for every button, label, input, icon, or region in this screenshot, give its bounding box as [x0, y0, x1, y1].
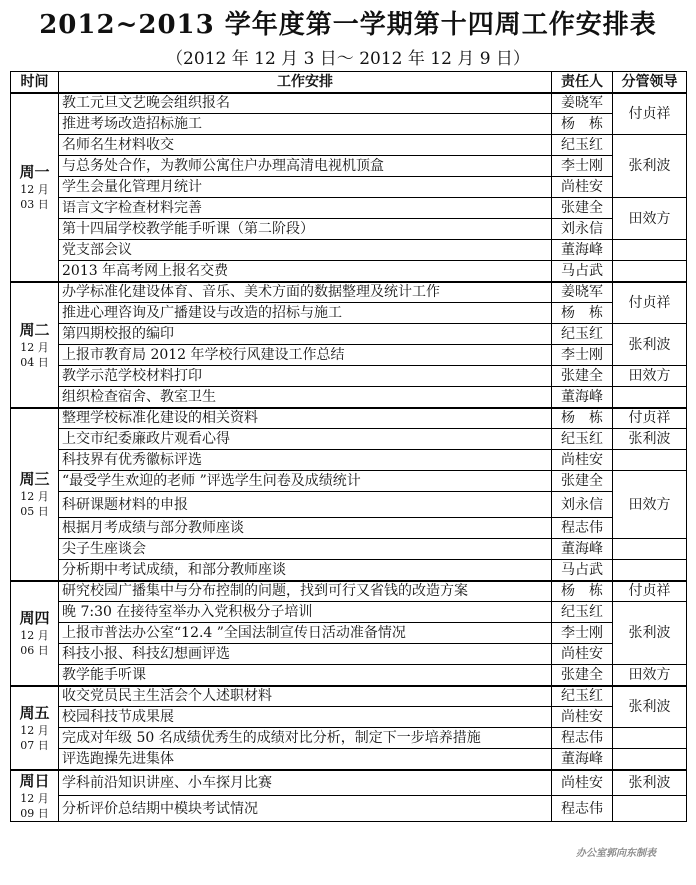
- leader-cell: [613, 728, 687, 749]
- table-row: [11, 492, 687, 518]
- task-cell: 教学能手听课: [59, 665, 552, 686]
- task-cell: 评选跑操先进集体: [59, 749, 552, 770]
- responsible-cell: 尚桂安: [552, 770, 613, 796]
- leader-cell: [613, 796, 687, 822]
- table-header-row: [11, 72, 687, 93]
- leader-cell: [613, 450, 687, 471]
- day-name: 周五: [19, 703, 50, 722]
- day-cell: [11, 282, 59, 408]
- header-responsible: 责任人: [552, 72, 613, 93]
- table-row: [11, 93, 687, 114]
- table-row: [11, 471, 687, 492]
- task-cell: 尖子生座谈会: [59, 539, 552, 560]
- table-row: [11, 198, 687, 219]
- responsible-cell: 李士刚: [552, 345, 613, 366]
- task-cell: 科技界有优秀徽标评选: [59, 450, 552, 471]
- table-row: [11, 665, 687, 686]
- table-row: [11, 450, 687, 471]
- table-row: [11, 518, 687, 539]
- day-cell: [11, 581, 59, 686]
- task-cell: 第四期校报的编印: [59, 324, 552, 345]
- day-name: 周三: [19, 470, 50, 488]
- responsible-cell: 程志伟: [552, 518, 613, 539]
- task-cell: 整理学校标准化建设的相关资料: [59, 408, 552, 429]
- date-range-subtitle: （2012 年 12 月 3 日～ 2012 年 12 月 9 日）: [166, 49, 530, 69]
- responsible-cell: 姜晓军: [552, 282, 613, 303]
- work-schedule-table: [10, 71, 687, 822]
- task-cell: 上报市普法办公室“12.4 ”全国法制宣传日活动准备情况: [59, 623, 552, 644]
- task-cell: “最受学生欢迎的老师 ”评选学生问卷及成绩统计: [59, 471, 552, 492]
- day-cell: [11, 686, 59, 770]
- table-row: [11, 796, 687, 822]
- task-cell: 教工元旦文艺晚会组织报名: [59, 93, 552, 114]
- table-row: [11, 282, 687, 303]
- header-time: 时间: [11, 72, 59, 93]
- task-cell: 推进心理咨询及广播建设与改造的招标与施工: [59, 303, 552, 324]
- table-row: [11, 240, 687, 261]
- task-cell: 晚 7:30 在接待室举办入党积极分子培训: [59, 602, 552, 623]
- task-cell: 党支部会议: [59, 240, 552, 261]
- schedule-body: [11, 93, 687, 822]
- task-cell: 上交市纪委廉政片观看心得: [59, 429, 552, 450]
- task-cell: 科研课题材料的申报: [59, 492, 552, 518]
- day-name: 周二: [19, 320, 50, 339]
- task-cell: 学生会量化管理月统计: [59, 177, 552, 198]
- day-name: 周日: [19, 771, 50, 790]
- responsible-cell: 张建全: [552, 198, 613, 219]
- table-row: [11, 114, 687, 135]
- day-date: 07 日: [20, 738, 49, 752]
- leader-cell: [613, 387, 687, 408]
- table-row: [11, 156, 687, 177]
- table-row: [11, 219, 687, 240]
- day-date: 03 日: [20, 198, 49, 211]
- day-month: 12 月: [20, 629, 49, 642]
- table-row: [11, 429, 687, 450]
- leader-cell: 张利波: [613, 429, 687, 450]
- responsible-cell: 刘永信: [552, 492, 613, 518]
- header-leader: 分管领导: [613, 72, 687, 93]
- responsible-cell: 刘永信: [552, 219, 613, 240]
- day-month: 12 月: [20, 183, 49, 196]
- responsible-cell: 纪玉红: [552, 686, 613, 707]
- table-row: [11, 177, 687, 198]
- responsible-cell: 董海峰: [552, 387, 613, 408]
- table-row: [11, 303, 687, 324]
- leader-cell: 付贞祥: [613, 581, 687, 602]
- responsible-cell: 姜晓军: [552, 93, 613, 114]
- table-row: [11, 324, 687, 345]
- day-month: 12 月: [20, 340, 49, 354]
- table-row: [11, 135, 687, 156]
- responsible-cell: 杨 栋: [552, 114, 613, 135]
- leader-cell: 张利波: [613, 770, 687, 796]
- responsible-cell: 程志伟: [552, 796, 613, 822]
- day-month: 12 月: [20, 490, 49, 503]
- leader-cell: 付贞祥: [613, 282, 687, 324]
- task-cell: 完成对年级 50 名成绩优秀生的成绩对比分析，制定下一步培养措施: [59, 728, 552, 749]
- task-cell: 分析评价总结期中模块考试情况: [59, 796, 552, 822]
- task-cell: 分析期中考试成绩，和部分教师座谈: [59, 560, 552, 581]
- task-cell: 第十四届学校教学能手听课（第二阶段）: [59, 219, 552, 240]
- responsible-cell: 杨 栋: [552, 408, 613, 429]
- leader-cell: 张利波: [613, 602, 687, 665]
- task-cell: 名师名生材料收交: [59, 135, 552, 156]
- task-cell: 教学示范学校材料打印: [59, 366, 552, 387]
- leader-cell: [613, 240, 687, 261]
- task-cell: 2013 年高考网上报名交费: [59, 261, 552, 282]
- footer-credit: 办公室郭向东制表: [576, 848, 656, 859]
- table-row: [11, 686, 687, 707]
- table-row: [11, 366, 687, 387]
- leader-cell: 付贞祥: [613, 408, 687, 429]
- task-cell: 收交党员民主生活会个人述职材料: [59, 686, 552, 707]
- table-row: [11, 387, 687, 408]
- table-row: [11, 644, 687, 665]
- task-cell: 与总务处合作，为教师公寓住户办理高清电视机顶盒: [59, 156, 552, 177]
- task-cell: 学科前沿知识讲座、小车探月比赛: [59, 770, 552, 796]
- task-cell: 推进考场改造招标施工: [59, 114, 552, 135]
- responsible-cell: 尚桂安: [552, 644, 613, 665]
- leader-cell: [613, 539, 687, 560]
- page-title: 2012~2013 学年度第一学期第十四周工作安排表: [39, 10, 657, 40]
- leader-cell: 付贞祥: [613, 93, 687, 135]
- table-row: [11, 261, 687, 282]
- table-row: [11, 707, 687, 728]
- task-cell: 上报市教育局 2012 年学校行风建设工作总结: [59, 345, 552, 366]
- day-cell: [11, 770, 59, 822]
- responsible-cell: 尚桂安: [552, 177, 613, 198]
- table-row: [11, 623, 687, 644]
- responsible-cell: 董海峰: [552, 539, 613, 560]
- day-month: 12 月: [20, 723, 49, 737]
- table-row: [11, 728, 687, 749]
- responsible-cell: 马占武: [552, 560, 613, 581]
- leader-cell: 田效方: [613, 471, 687, 539]
- table-row: [11, 560, 687, 581]
- day-date: 06 日: [20, 644, 49, 657]
- responsible-cell: 杨 栋: [552, 581, 613, 602]
- responsible-cell: 李士刚: [552, 156, 613, 177]
- responsible-cell: 董海峰: [552, 749, 613, 770]
- day-date: 09 日: [20, 806, 49, 820]
- task-cell: 办学标准化建设体育、音乐、美术方面的数据整理及统计工作: [59, 282, 552, 303]
- leader-cell: [613, 560, 687, 581]
- task-cell: 科技小报、科技幻想画评选: [59, 644, 552, 665]
- responsible-cell: 张建全: [552, 665, 613, 686]
- day-date: 04 日: [20, 355, 49, 369]
- responsible-cell: 马占武: [552, 261, 613, 282]
- leader-cell: [613, 749, 687, 770]
- table-row: [11, 345, 687, 366]
- responsible-cell: 杨 栋: [552, 303, 613, 324]
- leader-cell: 田效方: [613, 665, 687, 686]
- responsible-cell: 尚桂安: [552, 707, 613, 728]
- responsible-cell: 程志伟: [552, 728, 613, 749]
- task-cell: 语言文字检查材料完善: [59, 198, 552, 219]
- leader-cell: 张利波: [613, 686, 687, 728]
- responsible-cell: 张建全: [552, 366, 613, 387]
- day-cell: [11, 93, 59, 282]
- header-task: 工作安排: [59, 72, 552, 93]
- responsible-cell: 纪玉红: [552, 429, 613, 450]
- leader-cell: 张利波: [613, 135, 687, 198]
- day-name: 周一: [19, 163, 50, 181]
- task-cell: 组织检查宿舍、教室卫生: [59, 387, 552, 408]
- table-row: [11, 749, 687, 770]
- table-row: [11, 539, 687, 560]
- day-name: 周四: [19, 609, 50, 627]
- responsible-cell: 纪玉红: [552, 135, 613, 156]
- responsible-cell: 董海峰: [552, 240, 613, 261]
- day-month: 12 月: [20, 791, 49, 805]
- responsible-cell: 尚桂安: [552, 450, 613, 471]
- table-row: [11, 770, 687, 796]
- leader-cell: 张利波: [613, 324, 687, 366]
- table-row: [11, 408, 687, 429]
- task-cell: 研究校园广播集中与分布控制的问题，找到可行又省钱的改造方案: [59, 581, 552, 602]
- day-cell: [11, 408, 59, 581]
- responsible-cell: 纪玉红: [552, 324, 613, 345]
- task-cell: 校园科技节成果展: [59, 707, 552, 728]
- leader-cell: 田效方: [613, 366, 687, 387]
- day-date: 05 日: [20, 505, 49, 518]
- responsible-cell: 纪玉红: [552, 602, 613, 623]
- responsible-cell: 李士刚: [552, 623, 613, 644]
- table-row: [11, 581, 687, 602]
- leader-cell: 田效方: [613, 198, 687, 240]
- task-cell: 根据月考成绩与部分教师座谈: [59, 518, 552, 539]
- table-row: [11, 602, 687, 623]
- responsible-cell: 张建全: [552, 471, 613, 492]
- leader-cell: [613, 261, 687, 282]
